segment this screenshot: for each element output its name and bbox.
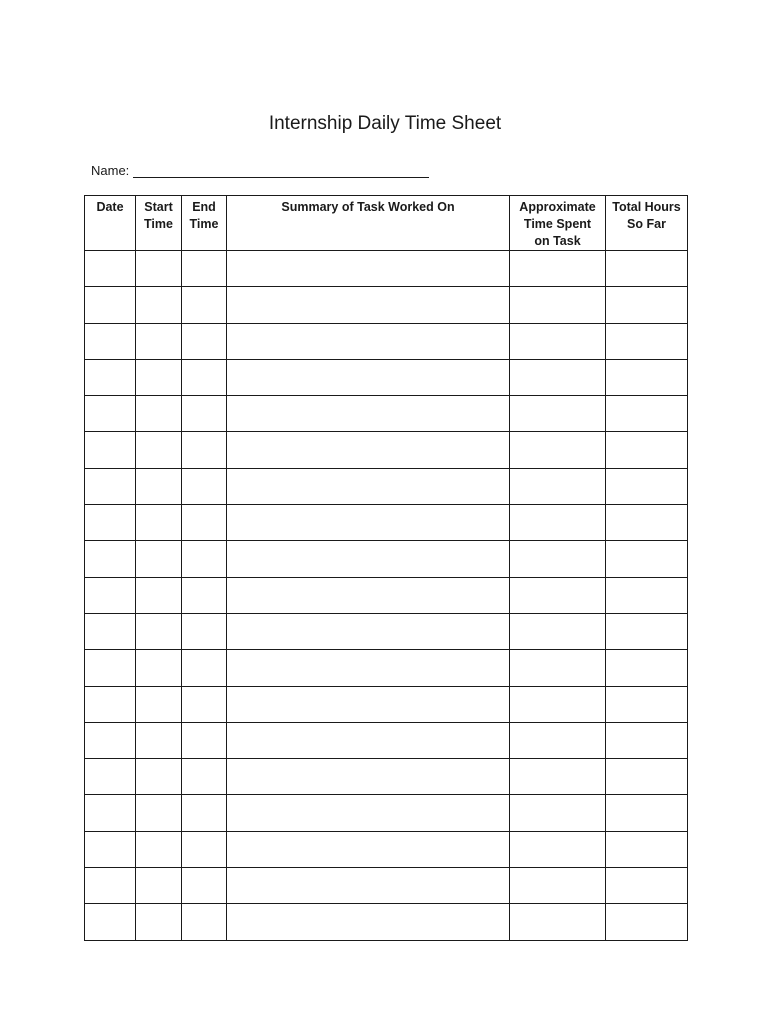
- end-time-cell[interactable]: [182, 505, 227, 541]
- total-hours-cell[interactable]: [606, 904, 688, 940]
- date-cell[interactable]: [85, 868, 136, 904]
- column-header-total-hours: Total Hours So Far: [606, 196, 688, 251]
- task-summary-cell[interactable]: [227, 759, 510, 795]
- start-time-cell[interactable]: [136, 359, 182, 395]
- table-row: [85, 831, 688, 867]
- end-time-cell[interactable]: [182, 831, 227, 867]
- start-time-cell[interactable]: [136, 722, 182, 758]
- date-cell[interactable]: [85, 650, 136, 686]
- task-summary-cell[interactable]: [227, 686, 510, 722]
- table-row: [85, 904, 688, 940]
- date-cell[interactable]: [85, 359, 136, 395]
- time-sheet-body: [85, 251, 688, 941]
- start-time-cell[interactable]: [136, 795, 182, 831]
- table-row: [85, 759, 688, 795]
- date-cell[interactable]: [85, 432, 136, 468]
- start-time-cell[interactable]: [136, 251, 182, 287]
- column-header-date: Date: [85, 196, 136, 251]
- table-row: [85, 868, 688, 904]
- approximate-time-cell[interactable]: [510, 396, 606, 432]
- task-summary-cell[interactable]: [227, 323, 510, 359]
- date-cell[interactable]: [85, 904, 136, 940]
- task-summary-cell[interactable]: [227, 505, 510, 541]
- approximate-time-cell[interactable]: [510, 251, 606, 287]
- table-row: [85, 432, 688, 468]
- total-hours-cell[interactable]: [606, 650, 688, 686]
- total-hours-cell[interactable]: [606, 541, 688, 577]
- date-cell[interactable]: [85, 251, 136, 287]
- table-row: [85, 505, 688, 541]
- start-time-cell[interactable]: [136, 831, 182, 867]
- start-time-cell[interactable]: [136, 759, 182, 795]
- approximate-time-cell[interactable]: [510, 759, 606, 795]
- date-cell[interactable]: [85, 759, 136, 795]
- start-time-cell[interactable]: [136, 686, 182, 722]
- date-cell[interactable]: [85, 396, 136, 432]
- approximate-time-cell[interactable]: [510, 868, 606, 904]
- date-cell[interactable]: [85, 795, 136, 831]
- end-time-cell[interactable]: [182, 323, 227, 359]
- start-time-cell[interactable]: [136, 868, 182, 904]
- name-blank-line[interactable]: [133, 163, 429, 178]
- total-hours-cell[interactable]: [606, 722, 688, 758]
- task-summary-cell[interactable]: [227, 868, 510, 904]
- start-time-cell[interactable]: [136, 505, 182, 541]
- time-sheet-table: [84, 195, 688, 941]
- date-cell[interactable]: [85, 686, 136, 722]
- approximate-time-cell[interactable]: [510, 323, 606, 359]
- total-hours-cell[interactable]: [606, 759, 688, 795]
- total-hours-cell[interactable]: [606, 396, 688, 432]
- task-summary-cell[interactable]: [227, 251, 510, 287]
- total-hours-cell[interactable]: [606, 577, 688, 613]
- task-summary-cell[interactable]: [227, 432, 510, 468]
- task-summary-cell[interactable]: [227, 904, 510, 940]
- table-header-row: [85, 196, 688, 251]
- start-time-cell[interactable]: [136, 287, 182, 323]
- total-hours-cell[interactable]: [606, 432, 688, 468]
- table-row: [85, 613, 688, 649]
- start-time-cell[interactable]: [136, 650, 182, 686]
- end-time-cell[interactable]: [182, 722, 227, 758]
- date-cell[interactable]: [85, 468, 136, 504]
- total-hours-cell[interactable]: [606, 505, 688, 541]
- table-row: [85, 795, 688, 831]
- table-row: [85, 359, 688, 395]
- table-row: [85, 722, 688, 758]
- start-time-cell[interactable]: [136, 613, 182, 649]
- end-time-cell[interactable]: [182, 396, 227, 432]
- end-time-cell[interactable]: [182, 251, 227, 287]
- task-summary-cell[interactable]: [227, 541, 510, 577]
- name-field-row: [91, 162, 429, 178]
- table-row: [85, 251, 688, 287]
- table-row: [85, 686, 688, 722]
- end-time-cell[interactable]: [182, 287, 227, 323]
- total-hours-cell[interactable]: [606, 287, 688, 323]
- approximate-time-cell[interactable]: [510, 795, 606, 831]
- task-summary-cell[interactable]: [227, 650, 510, 686]
- task-summary-cell[interactable]: [227, 795, 510, 831]
- end-time-cell[interactable]: [182, 686, 227, 722]
- end-time-cell[interactable]: [182, 468, 227, 504]
- task-summary-cell[interactable]: [227, 468, 510, 504]
- total-hours-cell[interactable]: [606, 868, 688, 904]
- table-row: [85, 468, 688, 504]
- end-time-cell[interactable]: [182, 904, 227, 940]
- start-time-cell[interactable]: [136, 541, 182, 577]
- task-summary-cell[interactable]: [227, 722, 510, 758]
- end-time-cell[interactable]: [182, 650, 227, 686]
- approximate-time-cell[interactable]: [510, 686, 606, 722]
- end-time-cell[interactable]: [182, 359, 227, 395]
- approximate-time-cell[interactable]: [510, 650, 606, 686]
- approximate-time-cell[interactable]: [510, 722, 606, 758]
- approximate-time-cell[interactable]: [510, 468, 606, 504]
- date-cell[interactable]: [85, 323, 136, 359]
- task-summary-cell[interactable]: [227, 396, 510, 432]
- date-cell[interactable]: [85, 505, 136, 541]
- start-time-cell[interactable]: [136, 468, 182, 504]
- column-header-task-summary: Summary of Task Worked On: [227, 196, 510, 251]
- date-cell[interactable]: [85, 541, 136, 577]
- start-time-cell[interactable]: [136, 577, 182, 613]
- total-hours-cell[interactable]: [606, 468, 688, 504]
- approximate-time-cell[interactable]: [510, 359, 606, 395]
- table-row: [85, 541, 688, 577]
- approximate-time-cell[interactable]: [510, 831, 606, 867]
- approximate-time-cell[interactable]: [510, 432, 606, 468]
- total-hours-cell[interactable]: [606, 831, 688, 867]
- table-row: [85, 287, 688, 323]
- task-summary-cell[interactable]: [227, 359, 510, 395]
- approximate-time-cell[interactable]: [510, 505, 606, 541]
- table-row: [85, 650, 688, 686]
- approximate-time-cell[interactable]: [510, 613, 606, 649]
- total-hours-cell[interactable]: [606, 795, 688, 831]
- start-time-cell[interactable]: [136, 432, 182, 468]
- end-time-cell[interactable]: [182, 795, 227, 831]
- end-time-cell[interactable]: [182, 577, 227, 613]
- date-cell[interactable]: [85, 722, 136, 758]
- name-label: Name:: [91, 163, 130, 178]
- total-hours-cell[interactable]: [606, 359, 688, 395]
- total-hours-cell[interactable]: [606, 251, 688, 287]
- page-title: Internship Daily Time Sheet: [268, 113, 502, 134]
- start-time-cell[interactable]: [136, 323, 182, 359]
- total-hours-cell[interactable]: [606, 613, 688, 649]
- approximate-time-cell[interactable]: [510, 541, 606, 577]
- total-hours-cell[interactable]: [606, 323, 688, 359]
- date-cell[interactable]: [85, 287, 136, 323]
- end-time-cell[interactable]: [182, 759, 227, 795]
- table-row: [85, 323, 688, 359]
- approximate-time-cell[interactable]: [510, 577, 606, 613]
- column-header-approximate-time: Approximate Time Spent on Task: [510, 196, 606, 251]
- task-summary-cell[interactable]: [227, 831, 510, 867]
- table-row: [85, 577, 688, 613]
- end-time-cell[interactable]: [182, 541, 227, 577]
- column-header-end-time: End Time: [182, 196, 227, 251]
- task-summary-cell[interactable]: [227, 577, 510, 613]
- column-header-start-time: Start Time: [136, 196, 182, 251]
- date-cell[interactable]: [85, 613, 136, 649]
- date-cell[interactable]: [85, 831, 136, 867]
- end-time-cell[interactable]: [182, 432, 227, 468]
- end-time-cell[interactable]: [182, 613, 227, 649]
- task-summary-cell[interactable]: [227, 287, 510, 323]
- date-cell[interactable]: [85, 577, 136, 613]
- task-summary-cell[interactable]: [227, 613, 510, 649]
- start-time-cell[interactable]: [136, 396, 182, 432]
- approximate-time-cell[interactable]: [510, 904, 606, 940]
- approximate-time-cell[interactable]: [510, 287, 606, 323]
- total-hours-cell[interactable]: [606, 686, 688, 722]
- start-time-cell[interactable]: [136, 904, 182, 940]
- table-row: [85, 396, 688, 432]
- end-time-cell[interactable]: [182, 868, 227, 904]
